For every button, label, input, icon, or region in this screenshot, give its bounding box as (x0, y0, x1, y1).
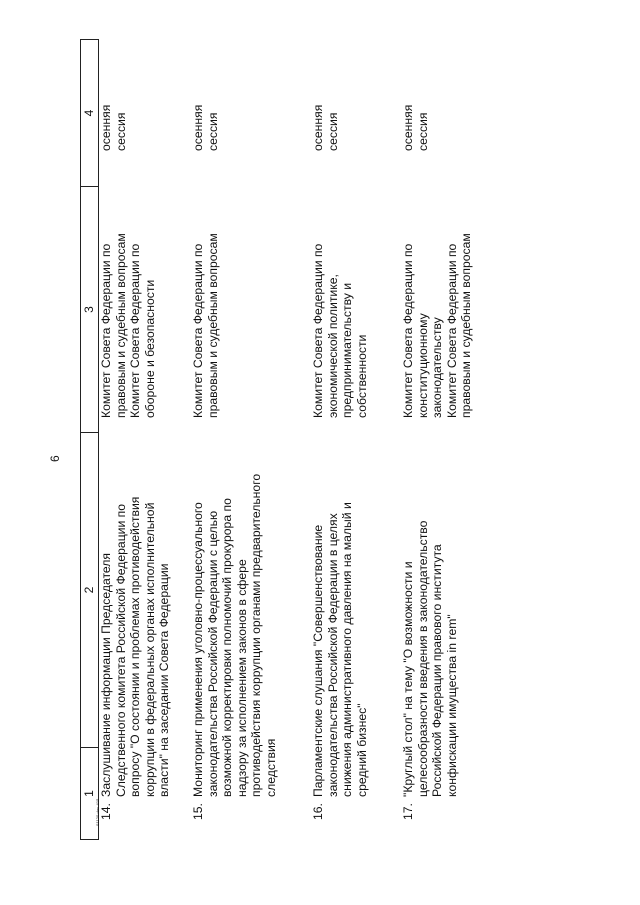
table-row (401, 40, 521, 840)
row-number: 14. (99, 803, 113, 820)
footer-document-code: 01120.doc 415 (95, 798, 100, 826)
responsible-cell (401, 187, 521, 433)
event-line: возможной корректировки полномочий прокурора по (220, 498, 235, 797)
rotated-table-container (80, 40, 525, 840)
event-description (401, 427, 459, 797)
responsible-cell (191, 187, 311, 433)
table-row (99, 40, 192, 840)
event-cell (401, 433, 521, 797)
date-line: осенняя (99, 104, 113, 151)
column-header-3: 3 (81, 187, 99, 433)
column-header-1: 1 (81, 748, 99, 840)
event-line: законодательства Российской Федерации с целью (205, 510, 220, 797)
date-cell (311, 40, 401, 187)
session-period (311, 40, 340, 187)
event-line: средний бизнес" (354, 703, 369, 797)
responsible-line: Комитет Совета Федерации по (99, 243, 113, 418)
responsible-line: собственности (354, 334, 369, 418)
date-line: осенняя (401, 104, 415, 151)
page-number: 6 (48, 455, 62, 462)
row-number: 17. (401, 803, 415, 820)
row-number: 16. (311, 803, 325, 820)
responsible-line: правовым и судебным вопросам (459, 233, 474, 418)
responsible-committees (311, 187, 369, 432)
session-period (99, 40, 128, 187)
event-line: Парламентские слушания "Совершенствование (311, 524, 325, 797)
responsible-line: правовым и судебным вопросам (113, 233, 128, 418)
table-header-row (81, 40, 99, 840)
date-cell (191, 40, 311, 187)
responsible-committees (401, 187, 474, 432)
event-line: целесообразности введения в законодательство (415, 520, 430, 797)
event-cell (311, 433, 401, 797)
responsible-line: Комитет Совета Федерации по (311, 243, 325, 418)
responsible-committees (99, 187, 157, 432)
session-period (401, 40, 430, 187)
event-description (311, 427, 369, 797)
date-line: сессия (113, 112, 128, 151)
event-line: Мониторинг применения уголовно-процессуального (191, 502, 205, 797)
responsible-line: Комитет Совета Федерации по (444, 243, 459, 418)
event-description (191, 427, 279, 797)
responsible-line: обороне и безопасности (142, 279, 157, 418)
date-line: сессия (415, 112, 430, 151)
event-line: законодательства Российской Федерации в целях (325, 513, 340, 797)
date-line: осенняя (311, 104, 325, 151)
date-line: сессия (325, 112, 340, 151)
event-line: Следственного комитета Российской Федерации по (113, 503, 128, 797)
table-row (191, 40, 311, 840)
column-header-2: 2 (81, 433, 99, 748)
column-header-4: 4 (81, 40, 99, 187)
event-line: снижения административного давления на малый и (340, 502, 355, 797)
table-row (311, 40, 401, 840)
row-number: 15. (191, 803, 205, 820)
event-line: "Круглый стол" на тему "О возможности и (401, 561, 415, 797)
responsible-line: экономической политике, (325, 274, 340, 418)
event-cell (191, 433, 311, 797)
responsible-line: конституционному (415, 313, 430, 418)
responsible-committees (191, 187, 220, 432)
responsible-line: Комитет Совета Федерации по (191, 243, 205, 418)
event-line: противодействия коррупции органами предварительного (249, 473, 264, 797)
event-line: Российской Федерации правового института (430, 544, 445, 797)
event-line: следствия (263, 738, 278, 797)
event-line: вопросу "О состоянии и проблемах противодействия (128, 496, 143, 797)
responsible-cell (311, 187, 401, 433)
date-line: сессия (205, 112, 220, 151)
events-table (80, 39, 521, 840)
event-line: власти" на заседании Совета Федерации (157, 563, 172, 797)
responsible-line: законодательству (430, 317, 445, 418)
date-line: осенняя (191, 104, 205, 151)
event-line: коррупции в федеральных органах исполнительной (142, 502, 157, 797)
responsible-line: Комитет Совета Федерации по (401, 243, 415, 418)
event-line: надзору за исполнением законов в сфере (234, 559, 249, 797)
event-line: конфискации имущества in rem" (444, 614, 459, 797)
session-period (191, 40, 220, 187)
responsible-line: предпринимательству и (340, 282, 355, 418)
event-description (99, 427, 172, 797)
responsible-line: правовым и судебным вопросам (205, 233, 220, 418)
date-cell (401, 40, 521, 187)
event-cell (99, 433, 192, 797)
responsible-cell (99, 187, 192, 433)
event-line: Заслушивание информации Председателя (99, 552, 113, 797)
responsible-line: Комитет Совета Федерации по (128, 243, 143, 418)
date-cell (99, 40, 192, 187)
